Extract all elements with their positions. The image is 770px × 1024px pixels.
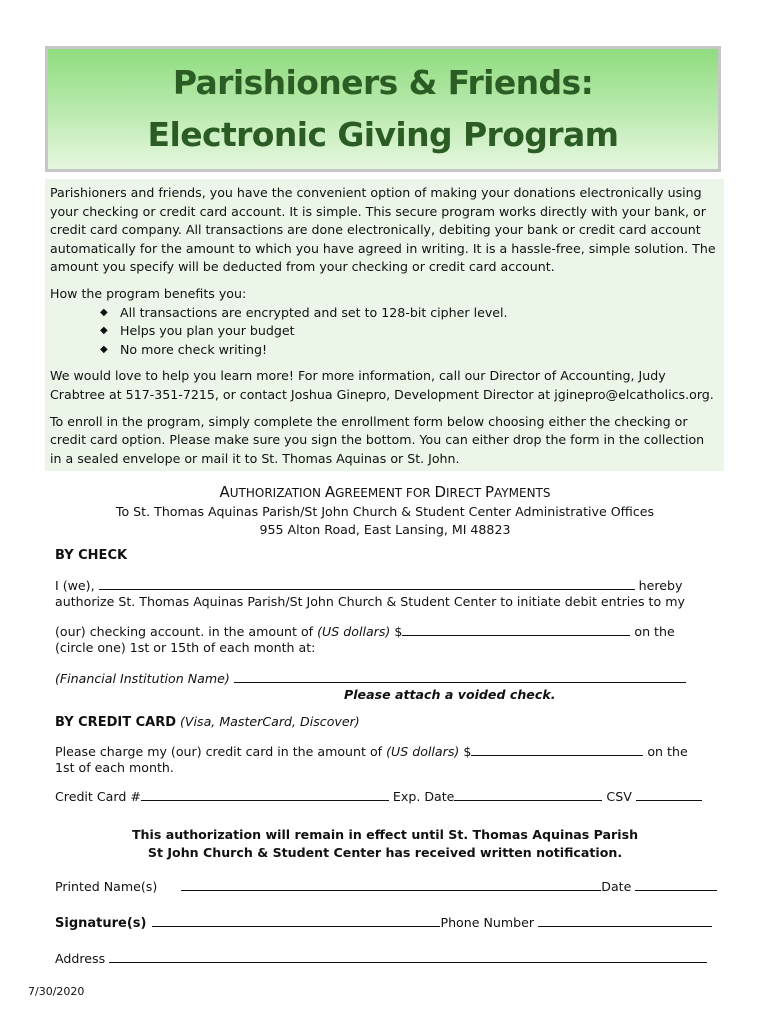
diamond-bullet-icon: ◆ <box>100 343 108 355</box>
notice-line2: St John Church & Student Center has received written notification. <box>147 845 623 860</box>
contact-paragraph: We would love to help you learn more! For more information, call our Director of Accounting, Judy Crabtree at 517-351-7215, or contact Joshua Ginepro, Development Director at jginepro@elcatholics.org. <box>50 368 714 402</box>
signatures-line: Signature(s) Phone Number <box>55 912 712 933</box>
first-of-month-line: 1st of each month. <box>55 760 174 775</box>
we-line: I (we), hereby <box>55 575 682 595</box>
card-details-line: Credit Card # Exp. Date CSV <box>55 786 702 806</box>
agreement-title: AUTHORIZATION AGREEMENT FOR DIRECT PAYMENTS <box>219 483 551 501</box>
footer-date: 7/30/2020 <box>28 985 85 998</box>
page-title-line2: Electronic Giving Program <box>147 115 619 154</box>
notice-line1: This authorization will remain in effect until St. Thomas Aquinas Parish <box>131 827 639 842</box>
diamond-bullet-icon: ◆ <box>100 306 108 318</box>
credit-amount-line: Please charge my (our) credit card in the amount of (US dollars) $ on the <box>55 741 688 761</box>
date-field[interactable] <box>635 876 717 891</box>
title-banner <box>45 46 721 172</box>
address-field[interactable] <box>109 948 707 963</box>
exp-date-field[interactable] <box>454 786 602 801</box>
signature-field[interactable] <box>152 912 440 927</box>
benefit-item: ◆ No more check writing! <box>100 341 719 360</box>
intro-paragraph: Parishioners and friends, you have the convenient option of making your donations electronically using your checking or credit card account. It is simple. This secure program works directly with your bank, or credit card company. All transactions are done electronically, debiting your bank or credit card account automatically for the amount to which you have agreed in writing. It is a hassle-free, simple solution. The amount you specify will be deducted from your checking or credit card account. <box>50 185 716 275</box>
agreement-address: 955 Alton Road, East Lansing, MI 48823 <box>259 522 511 537</box>
printed-names-line: Printed Name(s) Date <box>55 876 717 896</box>
financial-institution-field[interactable] <box>234 668 686 683</box>
intro-box <box>45 179 724 471</box>
by-credit-heading: BY CREDIT CARD (Visa, MasterCard, Discover) <box>55 714 360 730</box>
enroll-paragraph: To enroll in the program, simply complete the enrollment form below choosing either the checking or credit card option. Please make sure you sign the bottom. You can either drop the form in the collection in a sealed envelope or mail it to St. Thomas Aquinas or St. John. <box>50 413 705 466</box>
by-check-heading: BY CHECK <box>55 548 128 563</box>
diamond-bullet-icon: ◆ <box>100 325 108 337</box>
benefit-item: ◆ All transactions are encrypted and set to 128-bit cipher level. <box>100 304 719 323</box>
payer-name-field[interactable] <box>99 575 635 590</box>
printed-names-field[interactable] <box>181 876 601 891</box>
benefits-list <box>50 304 719 360</box>
check-amount-line: (our) checking account. in the amount of (US dollars) $ on the <box>55 621 675 641</box>
credit-amount-field[interactable] <box>471 741 643 756</box>
attach-check-note: Please attach a voided check. <box>344 687 556 702</box>
benefits-heading: How the program benefits you: <box>50 285 247 301</box>
page-title-line1: Parishioners & Friends: <box>172 63 594 102</box>
authorize-line: authorize St. Thomas Aquinas Parish/St John Church & Student Center to initiate debit entries to my <box>55 594 685 609</box>
check-amount-field[interactable] <box>402 621 630 636</box>
institution-line: (Financial Institution Name) <box>55 668 686 688</box>
agreement-to-line: To St. Thomas Aquinas Parish/St John Church & Student Center Administrative Offices <box>115 504 655 519</box>
phone-field[interactable] <box>538 912 712 927</box>
circle-one-line: (circle one) 1st or 15th of each month at: <box>55 640 316 655</box>
benefit-item: ◆ Helps you plan your budget <box>100 322 719 341</box>
address-line: Address <box>55 948 707 968</box>
card-number-field[interactable] <box>141 786 389 801</box>
csv-field[interactable] <box>636 786 702 801</box>
